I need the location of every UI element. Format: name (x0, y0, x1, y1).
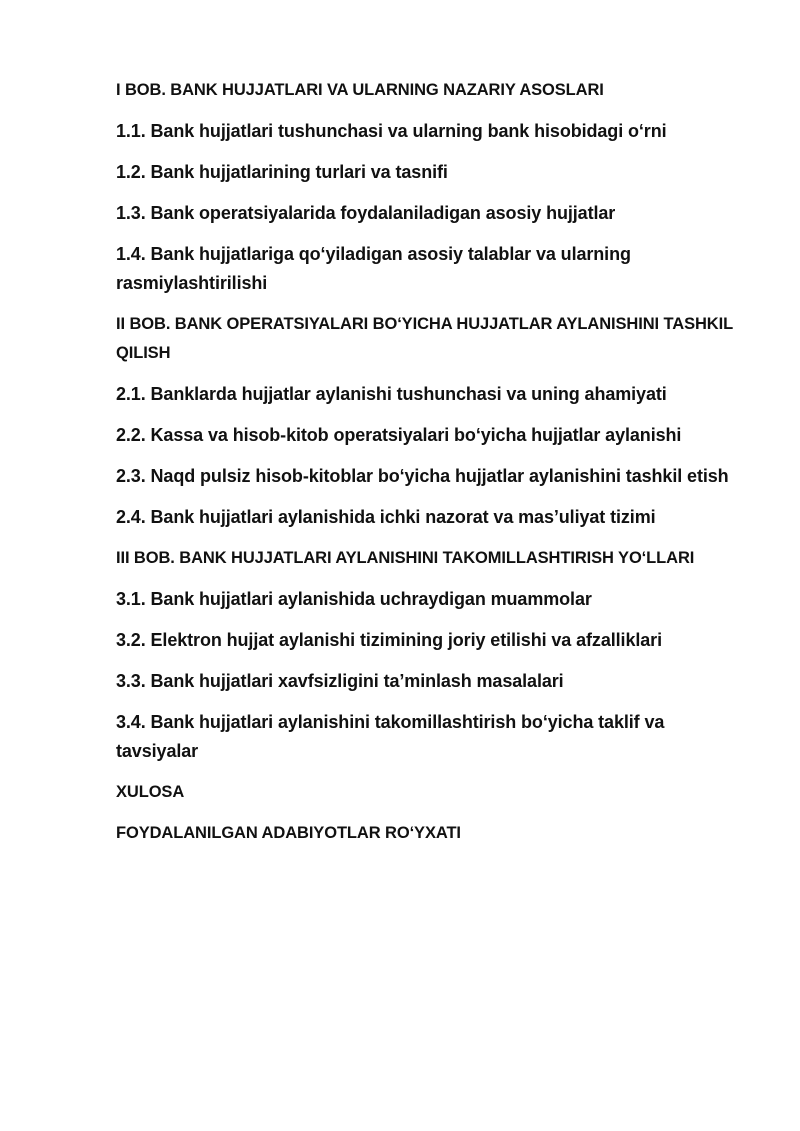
section-3-3: 3.3. Bank hujjatlari xavfsizligini ta’minlash masalalari (116, 671, 564, 691)
chapter-2-heading: II BOB. BANK OPERATSIYALARI BO‘YICHA HUJJATLAR AYLANISHINI TASHKIL QILISH (116, 315, 733, 362)
section-2-3: 2.3. Naqd pulsiz hisob-kitoblar bo‘yicha hujjatlar aylanishini tashkil etish (116, 466, 729, 486)
chapter-1-heading: I BOB. BANK HUJJATLARI VA ULARNING NAZARIY ASOSLARI (116, 81, 604, 99)
section-3-4: 3.4. Bank hujjatlari aylanishini takomillashtirish bo‘yicha taklif va tavsiyalar (116, 712, 665, 761)
section-2-1: 2.1. Banklarda hujjatlar aylanishi tushunchasi va uning ahamiyati (116, 384, 667, 404)
section-1-4: 1.4. Bank hujjatlariga qo‘yiladigan asosiy talablar va ularning rasmiylashtirilishi (116, 244, 631, 293)
section-1-2: 1.2. Bank hujjatlarining turlari va tasnifi (116, 162, 448, 182)
chapter-3-heading: III BOB. BANK HUJJATLARI AYLANISHINI TAKOMILLASHTIRISH YO‘LLARI (116, 549, 695, 567)
bibliography-heading: FOYDALANILGAN ADABIYOTLAR RO‘YXATI (116, 824, 461, 842)
conclusion-heading: XULOSA (116, 783, 185, 801)
section-1-1: 1.1. Bank hujjatlari tushunchasi va ularning bank hisobidagi o‘rni (116, 121, 667, 141)
section-3-1: 3.1. Bank hujjatlari aylanishida uchraydigan muammolar (116, 589, 592, 609)
section-1-3: 1.3. Bank operatsiyalarida foydalaniladigan asosiy hujjatlar (116, 203, 616, 223)
table-of-contents (116, 76, 746, 860)
section-2-4: 2.4. Bank hujjatlari aylanishida ichki nazorat va mas’uliyat tizimi (116, 507, 656, 527)
section-2-2: 2.2. Kassa va hisob-kitob operatsiyalari bo‘yicha hujjatlar aylanishi (116, 425, 682, 445)
section-3-2: 3.2. Elektron hujjat aylanishi tizimining joriy etilishi va afzalliklari (116, 630, 662, 650)
